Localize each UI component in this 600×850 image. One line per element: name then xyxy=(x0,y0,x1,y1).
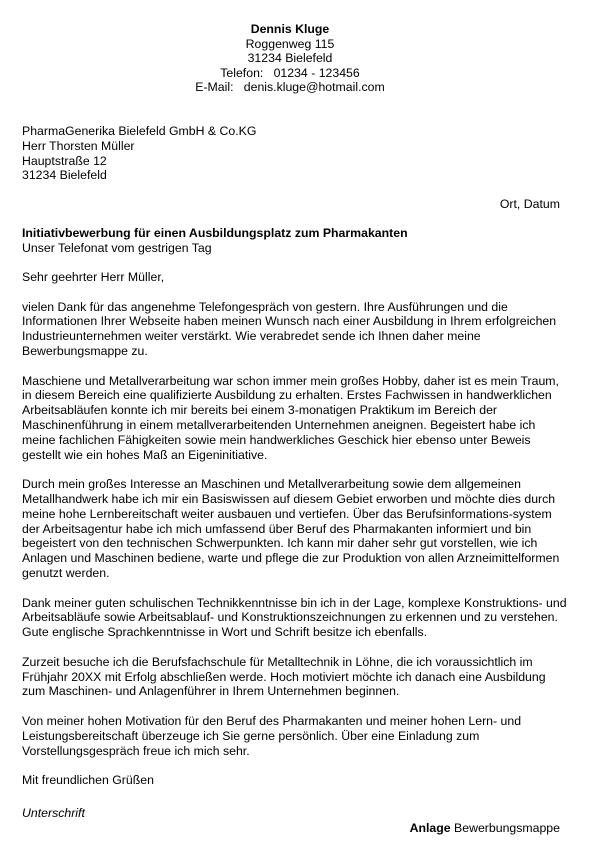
sender-email-row xyxy=(0,80,580,95)
subject-line: Initiativbewerbung für einen Ausbildungsplatz zum Pharmakanten xyxy=(22,226,408,240)
letter-body xyxy=(22,270,567,803)
signature-placeholder: Unterschrift xyxy=(22,806,85,820)
body-paragraph: Von meiner hohen Motivation für den Beruf des Pharmakanten und meiner hohen Lern- und Leistungsbereitschaft überzeuge ich Sie gerne persönlich. Über eine Einladung zum Vorstellungsgespräch freue ich mich sehr. xyxy=(22,713,522,758)
sender-city: 31234 Bielefeld xyxy=(247,51,333,66)
sender-name: Dennis Kluge xyxy=(250,22,330,36)
body-paragraph: Dank meiner guten schulischen Technikkenntnisse bin ich in der Lage, komplexe Konstruktions- und Arbeitsabläufe sowie Arbeitsablauf- und Konstruktionszeichnungen zu erkennen und zu verstehen. Gute englische Sprachkenntnisse in Wort und Schrift besitze ich ebenfalls. xyxy=(22,595,567,640)
closing: Mit freundlichen Grüßen xyxy=(22,773,154,788)
body-paragraph: vielen Dank für das angenehme Telefongespräch von gestern. Ihre Ausführungen und die Informationen Ihrer Webseite haben meinen Wunsch nach einer Ausbildung in Ihrem erfolgreichen Industrieunternehmen weiter verstärkt. Wie verabredet sende ich Ihnen daher meine Bewerbungsmappe zu. xyxy=(22,299,557,358)
recipient-block xyxy=(22,124,256,183)
body-paragraph: Maschiene und Metallverarbeitung war schon immer mein großes Hobby, daher ist es mein Traum, in diesem Bereich eine qualifizierte Ausbildung zu erhalten. Erstes Fachwissen in handwerklichen Arbeitsabläufen konnte ich mir bereits bei einem 3-monatigen Praktikum im Bereich der Maschinenführung in einem metallverarbeitenden Unternehmen aneignen. Begeistert habe ich meine fachlichen Fähigkeiten sowie mein handwerkliches Geschick hier ebenso unter Beweis gestellt wie ein hohes Maß an Eigeninitiative. xyxy=(22,373,559,462)
sender-phone: 01234 - 123456 xyxy=(273,65,360,80)
sender-block xyxy=(0,22,580,95)
recipient-city: 31234 Bielefeld xyxy=(22,168,107,183)
attachment-line xyxy=(410,821,560,835)
attachment-text: Bewerbungsmappe xyxy=(454,821,560,835)
sender-street: Roggenweg 115 xyxy=(245,36,335,51)
recipient-street: Hauptstraße 12 xyxy=(22,153,107,168)
recipient-person: Herr Thorsten Müller xyxy=(22,138,135,153)
body-paragraph: Durch mein großes Interesse an Maschinen und Metallverarbeitung sowie dem allgemeinen Metallhandwerk habe ich mir ein Basiswissen auf diesem Gebiet erworben und möchte dies durch meine hohe Lernbereitschaft weiter ausbauen und vertiefen. Über das Berufsinformations-system der Arbeitsagentur habe ich mich umfassend über Beruf des Pharmakanten informiert und bin begeistert von den technischen Schwerpunkten. Ich kann mir daher sehr gut vorstellen, wie ich Anlagen und Maschinen bediene, warte und pflege die zur Produktion von allen Arzneimittelformen genutzt werden. xyxy=(22,477,560,580)
sender-phone-label: Telefon: xyxy=(220,65,264,80)
body-paragraph: Zurzeit besuche ich die Berufsfachschule für Metalltechnik in Löhne, die ich voraussichtlich im Frühjahr 20XX mit Erfolg abschließen werde. Hoch motiviert möchte ich danach eine Ausbildung zum Maschinen- und Anlagenführer in Ihrem Unternehmen beginnen. xyxy=(22,654,546,699)
sender-phone-row xyxy=(0,66,580,81)
attachment-label: Anlage xyxy=(409,821,451,835)
salutation: Sehr geehrter Herr Müller, xyxy=(22,270,165,284)
date-line: Ort, Datum xyxy=(499,197,560,211)
sender-email: denis.kluge@hotmail.com xyxy=(243,80,385,95)
recipient-company: PharmaGenerika Bielefeld GmbH & Co.KG xyxy=(22,124,257,138)
subject-reference: Unser Telefonat vom gestrigen Tag xyxy=(22,240,212,255)
sender-email-label: E-Mail: xyxy=(195,80,234,95)
subject-block xyxy=(22,226,408,256)
